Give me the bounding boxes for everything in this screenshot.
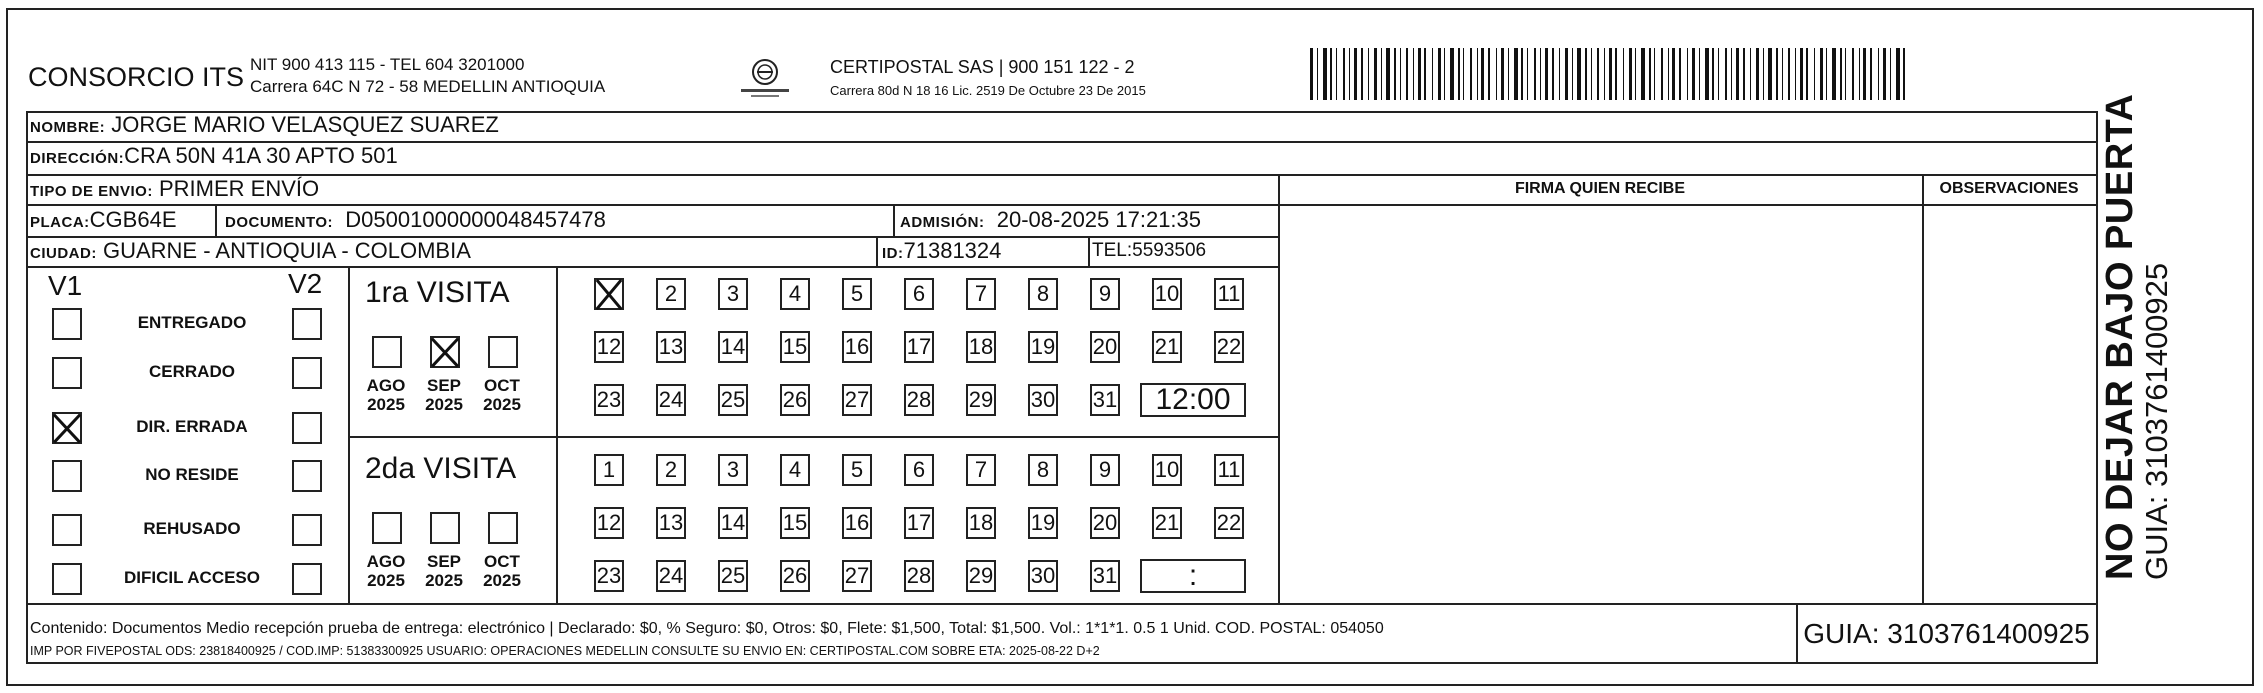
row-divider [26, 662, 2098, 664]
barcode-bar [1343, 48, 1345, 100]
month-checkbox[interactable] [488, 336, 518, 368]
day-cell[interactable]: 28 [904, 560, 934, 592]
barcode-bar [1508, 48, 1509, 100]
day-cell[interactable]: 13 [656, 331, 686, 363]
tel-field: TEL:5593506 [1092, 240, 1207, 261]
certipostal-name: CERTIPOSTAL SAS | 900 151 122 - 2 [830, 57, 1135, 77]
barcode-bar [1635, 48, 1636, 100]
barcode-bar [1413, 48, 1414, 100]
barcode-bar [1534, 48, 1536, 100]
month-year: 2025 [425, 395, 463, 414]
v1-checkbox[interactable] [52, 563, 82, 595]
barcode-bar [1477, 48, 1478, 100]
month-year: 2025 [425, 571, 463, 590]
barcode-bar [1514, 48, 1518, 100]
day-cell[interactable]: 16 [842, 507, 872, 539]
observaciones-header: OBSERVACIONES [1939, 180, 2079, 197]
month-name: SEP [426, 552, 462, 571]
month-checkbox[interactable] [372, 336, 402, 368]
barcode-bar [1878, 48, 1879, 100]
day-cell[interactable]: 9 [1090, 278, 1120, 310]
day-cell[interactable]: 3 [718, 278, 748, 310]
barcode-bar [1418, 48, 1421, 100]
barcode-bar [1712, 48, 1714, 100]
barcode-bar [1432, 48, 1433, 100]
barcode-bar [1406, 48, 1408, 100]
id-field: ID:71381324 [882, 238, 1002, 263]
row-divider [26, 174, 2096, 176]
visit-separator [348, 436, 1278, 438]
day-cell[interactable]: 14 [718, 507, 748, 539]
v1-checkbox[interactable] [52, 308, 82, 340]
tipo-envio-value: PRIMER ENVÍO [158, 176, 320, 201]
barcode-bar [1444, 48, 1445, 100]
barcode-bar [1903, 48, 1905, 100]
day-cell[interactable]: 20 [1090, 331, 1120, 363]
company-address: Carrera 64C N 72 - 58 MEDELLIN ANTIOQUIA [250, 77, 606, 96]
day-cell[interactable]: 15 [780, 507, 810, 539]
day-cell[interactable]: 17 [904, 331, 934, 363]
barcode-bar [1527, 48, 1528, 100]
month-year: 2025 [483, 571, 521, 590]
barcode-bar [1463, 48, 1464, 100]
barcode-bar [1615, 48, 1617, 100]
barcode-bar [1788, 48, 1790, 100]
barcode-bar [1458, 48, 1460, 100]
day-cell[interactable]: 20 [1090, 507, 1120, 539]
day-cell[interactable]: 31 [1090, 384, 1120, 416]
v2-checkbox[interactable] [292, 514, 322, 546]
barcode-bar [1782, 48, 1783, 100]
admision-value: 20-08-2025 17:21:35 [996, 207, 1202, 232]
barcode-bar [1559, 48, 1560, 100]
month-name: OCT [484, 552, 520, 571]
row-divider [1278, 204, 2096, 206]
day-cell[interactable]: 30 [1028, 384, 1058, 416]
documento-value: D05001000000048457478 [345, 207, 606, 232]
day-cell[interactable]: 4 [780, 454, 810, 486]
placa-field: PLACA:CGB64E [30, 207, 177, 232]
day-cell[interactable]: 11 [1214, 278, 1244, 310]
barcode-bar [1800, 48, 1803, 100]
month-label [360, 376, 412, 414]
day-cell[interactable]: 10 [1152, 454, 1182, 486]
firma-divider [1278, 174, 1280, 603]
barcode-bar [1368, 48, 1369, 100]
barcode-bar [1840, 48, 1842, 100]
barcode-bar [1330, 48, 1332, 100]
barcode-bar [1668, 48, 1669, 100]
barcode-bar [1859, 48, 1860, 100]
month-label [418, 552, 470, 590]
barcode-bar [1361, 48, 1363, 100]
barcode-bar [1870, 48, 1872, 100]
day-cell[interactable]: 18 [966, 331, 996, 363]
barcode-bar [1743, 48, 1745, 100]
barcode-bar [1597, 48, 1599, 100]
barcode-bar [1609, 48, 1612, 100]
day-cell[interactable]: 6 [904, 454, 934, 486]
day-cell[interactable]: 8 [1028, 454, 1058, 486]
barcode-bar [1349, 48, 1350, 100]
obs-divider [1922, 174, 1924, 603]
side-guia: GUIA: 3103761400925 [2139, 262, 2174, 580]
day-cell[interactable]: 19 [1028, 331, 1058, 363]
day-cell[interactable] [594, 278, 624, 310]
month-year: 2025 [367, 571, 405, 590]
barcode-bar [1814, 48, 1815, 100]
barcode-bar [1450, 48, 1454, 100]
v2-checkbox[interactable] [292, 308, 322, 340]
barcode-bar [1374, 48, 1377, 100]
barcode-bar [1820, 48, 1823, 100]
day-cell[interactable]: 26 [780, 560, 810, 592]
day-cell[interactable]: 29 [966, 384, 996, 416]
barcode-bar [1890, 48, 1891, 100]
barcode-bar [1565, 48, 1568, 100]
day-cell[interactable]: 7 [966, 278, 996, 310]
barcode-bar [1438, 48, 1441, 100]
barcode-bar [1496, 48, 1497, 100]
month-label [360, 552, 412, 590]
barcode-bar [1591, 48, 1592, 100]
barcode-bar [1672, 48, 1675, 100]
status-label: ENTREGADO [137, 313, 247, 332]
month-label [418, 376, 470, 414]
day-cell[interactable]: 25 [718, 384, 748, 416]
barcode-bar [1585, 48, 1587, 100]
status-divider [348, 266, 350, 603]
barcode-bar [1661, 48, 1663, 100]
barcode-bar [1705, 48, 1709, 100]
side-text [2100, 94, 2174, 580]
visit-title: 2da VISITA [365, 452, 517, 485]
day-cell[interactable]: 27 [842, 384, 872, 416]
barcode-bar [1699, 48, 1700, 100]
day-cell[interactable]: 27 [842, 560, 872, 592]
barcode-bar [1521, 48, 1523, 100]
v1-checkbox[interactable] [52, 514, 82, 546]
status-label: DIFICIL ACCESO [123, 568, 260, 587]
v2-checkbox[interactable] [292, 357, 322, 389]
v1-checkbox[interactable] [52, 460, 82, 492]
barcode-bar [1629, 48, 1632, 100]
day-cell[interactable]: 28 [904, 384, 934, 416]
nombre-value: JORGE MARIO VELASQUEZ SUAREZ [111, 112, 499, 137]
cell-divider [1088, 236, 1090, 266]
barcode-bar [1725, 48, 1727, 100]
barcode-bar [1750, 48, 1751, 100]
direccion-value: CRA 50N 41A 30 APTO 501 [124, 143, 398, 168]
id-value: 71381324 [903, 238, 1002, 263]
row-divider [26, 266, 1278, 268]
day-cell[interactable]: 12 [594, 507, 624, 539]
barcode-bar [1649, 48, 1651, 100]
barcode-bar [1424, 48, 1426, 100]
day-cell[interactable]: 5 [842, 278, 872, 310]
barcode-bar [1845, 48, 1846, 100]
day-cell[interactable]: 3 [718, 454, 748, 486]
barcode-bar [1763, 48, 1764, 100]
day-cell[interactable]: 21 [1152, 331, 1182, 363]
frame-right [2096, 111, 2098, 662]
barcode-bar [1883, 48, 1886, 100]
row-divider [26, 603, 2098, 605]
barcode-bar [1386, 48, 1390, 100]
barcode-bar [1470, 48, 1472, 100]
day-cell[interactable]: 17 [904, 507, 934, 539]
barcode-bar [1896, 48, 1900, 100]
barcode-bar [1310, 48, 1313, 100]
day-cell[interactable]: 31 [1090, 560, 1120, 592]
day-cell[interactable]: 2 [656, 454, 686, 486]
certipostal-logo [735, 55, 795, 101]
day-cell[interactable]: 22 [1214, 507, 1244, 539]
cell-divider [215, 204, 217, 236]
day-cell[interactable]: 9 [1090, 454, 1120, 486]
month-year: 2025 [483, 395, 521, 414]
status-label: NO RESIDE [145, 465, 239, 484]
month-name: AGO [366, 376, 406, 395]
day-cell[interactable]: 15 [780, 331, 810, 363]
v2-checkbox[interactable] [292, 563, 322, 595]
barcode-bar [1806, 48, 1808, 100]
v2-checkbox[interactable] [292, 460, 322, 492]
day-cell[interactable]: 8 [1028, 278, 1058, 310]
barcode-bar [1731, 48, 1732, 100]
day-cell[interactable]: 18 [966, 507, 996, 539]
placa-value: CGB64E [89, 207, 177, 232]
day-cell[interactable]: 14 [718, 331, 748, 363]
day-cell[interactable]: 12 [594, 331, 624, 363]
barcode [1310, 48, 1908, 100]
cell-divider [893, 204, 895, 236]
barcode-bar [1400, 48, 1401, 100]
ciudad-field: CIUDAD: GUARNE - ANTIOQUIA - COLOMBIA [30, 238, 471, 263]
month-name: AGO [366, 552, 406, 571]
day-cell[interactable]: 24 [656, 560, 686, 592]
month-name: OCT [484, 376, 520, 395]
month-label [476, 552, 528, 590]
certipostal-address: Carrera 80d N 18 16 Lic. 2519 De Octubre 23 De 2015 [830, 83, 1146, 98]
barcode-bar [1552, 48, 1554, 100]
day-cell[interactable]: 10 [1152, 278, 1182, 310]
month-label [476, 376, 528, 414]
v2-header: V2 [288, 268, 323, 299]
barcode-bar [1623, 48, 1624, 100]
barcode-bar [1394, 48, 1396, 100]
day-cell[interactable]: 22 [1214, 331, 1244, 363]
barcode-bar [1768, 48, 1772, 100]
visit-time[interactable]: : [1140, 559, 1246, 593]
day-cell[interactable]: 25 [718, 560, 748, 592]
documento-field: DOCUMENTO: D05001000000048457478 [225, 207, 606, 232]
side-warning: NO DEJAR BAJO PUERTA [2099, 93, 2141, 580]
tipo-envio-field: TIPO DE ENVIO: PRIMER ENVÍO [30, 176, 320, 201]
barcode-bar [1826, 48, 1827, 100]
barcode-bar [1756, 48, 1759, 100]
footer-impresion: IMP POR FIVEPOSTAL ODS: 23818400925 / COD.IMP: 51383300925 USUARIO: OPERACIONES MEDELLIN CONSULTE SU ENVIO EN: CERTIPOSTAL.COM SOBRE ETA: 2025-08-22 D+2 [30, 644, 1100, 658]
v1-checkbox[interactable] [52, 357, 82, 389]
barcode-bar [1572, 48, 1573, 100]
day-cell[interactable]: 29 [966, 560, 996, 592]
barcode-bar [1832, 48, 1836, 100]
status-label: CERRADO [149, 362, 235, 381]
v1-header: V1 [48, 270, 83, 301]
barcode-bar [1354, 48, 1357, 100]
barcode-bar [1654, 48, 1655, 100]
nombre-field: NOMBRE: JORGE MARIO VELASQUEZ SUAREZ [30, 112, 499, 137]
barcode-bar [1381, 48, 1382, 100]
v1-checkbox[interactable] [52, 412, 82, 444]
day-cell[interactable]: 5 [842, 454, 872, 486]
tel-value: 5593506 [1132, 240, 1207, 261]
day-cell[interactable]: 7 [966, 454, 996, 486]
day-cell[interactable]: 1 [594, 454, 624, 486]
barcode-bar [1718, 48, 1719, 100]
barcode-bar [1776, 48, 1778, 100]
barcode-bar [1501, 48, 1504, 100]
day-cell[interactable]: 16 [842, 331, 872, 363]
barcode-bar [1687, 48, 1688, 100]
day-cell[interactable]: 13 [656, 507, 686, 539]
barcode-bar [1604, 48, 1605, 100]
ciudad-value: GUARNE - ANTIOQUIA - COLOMBIA [102, 238, 471, 263]
row-divider [26, 204, 1278, 206]
barcode-bar [1481, 48, 1484, 100]
day-cell[interactable]: 6 [904, 278, 934, 310]
company-nit: NIT 900 413 115 - TEL 604 3201000 [250, 55, 525, 74]
company-info [250, 54, 605, 98]
day-cell[interactable]: 24 [656, 384, 686, 416]
day-cell[interactable]: 30 [1028, 560, 1058, 592]
day-cell[interactable]: 23 [594, 560, 624, 592]
day-cell[interactable]: 21 [1152, 507, 1182, 539]
status-label: DIR. ERRADA [136, 417, 248, 436]
cell-divider [876, 236, 878, 266]
day-cell[interactable]: 4 [780, 278, 810, 310]
v2-checkbox[interactable] [292, 412, 322, 444]
guia-number: GUIA: 3103761400925 [1803, 618, 2090, 649]
barcode-bar [1323, 48, 1327, 100]
direccion-field: DIRECCIÓN:CRA 50N 41A 30 APTO 501 [30, 143, 398, 168]
document-border [6, 8, 2254, 686]
barcode-bar [1736, 48, 1739, 100]
barcode-bar [1692, 48, 1695, 100]
firma-header: FIRMA QUIEN RECIBE [1514, 180, 1686, 197]
barcode-bar [1336, 48, 1337, 100]
barcode-bar [1545, 48, 1548, 100]
day-cell[interactable]: 19 [1028, 507, 1058, 539]
barcode-bar [1317, 48, 1318, 100]
day-cell[interactable]: 2 [656, 278, 686, 310]
day-cell[interactable]: 11 [1214, 454, 1244, 486]
barcode-bar [1679, 48, 1681, 100]
status-label: REHUSADO [143, 519, 241, 538]
visit-title: 1ra VISITA [365, 276, 510, 309]
month-checkbox[interactable] [372, 512, 402, 544]
barcode-bar [1540, 48, 1541, 100]
barcode-bar [1863, 48, 1866, 100]
certipostal-info [830, 55, 1146, 103]
barcode-bar [1795, 48, 1796, 100]
admision-field: ADMISIÓN: 20-08-2025 17:21:35 [900, 207, 1202, 232]
barcode-bar [1641, 48, 1645, 100]
barcode-bar [1852, 48, 1854, 100]
barcode-bar [1577, 48, 1581, 100]
company-name: CONSORCIO ITS [28, 62, 245, 92]
month-checkbox[interactable] [430, 336, 460, 368]
visit-divider [556, 266, 558, 603]
month-checkbox[interactable] [430, 512, 460, 544]
month-name: SEP [426, 376, 462, 395]
day-cell[interactable]: 23 [594, 384, 624, 416]
month-year: 2025 [367, 395, 405, 414]
footer-contenido: Contenido: Documentos Medio recepción prueba de entrega: electrónico | Declarado: $0, % Seguro: $0, Otros: $0, Flete: $1,500, Total: $1,500. Vol.: 1*1*1. 0.5 1 Unid. COD. POSTAL: 054050 [30, 620, 1384, 637]
day-cell[interactable]: 26 [780, 384, 810, 416]
barcode-bar [1488, 48, 1490, 100]
month-checkbox[interactable] [488, 512, 518, 544]
visit-time[interactable]: 12:00 [1140, 383, 1246, 417]
frame-left [26, 111, 28, 662]
